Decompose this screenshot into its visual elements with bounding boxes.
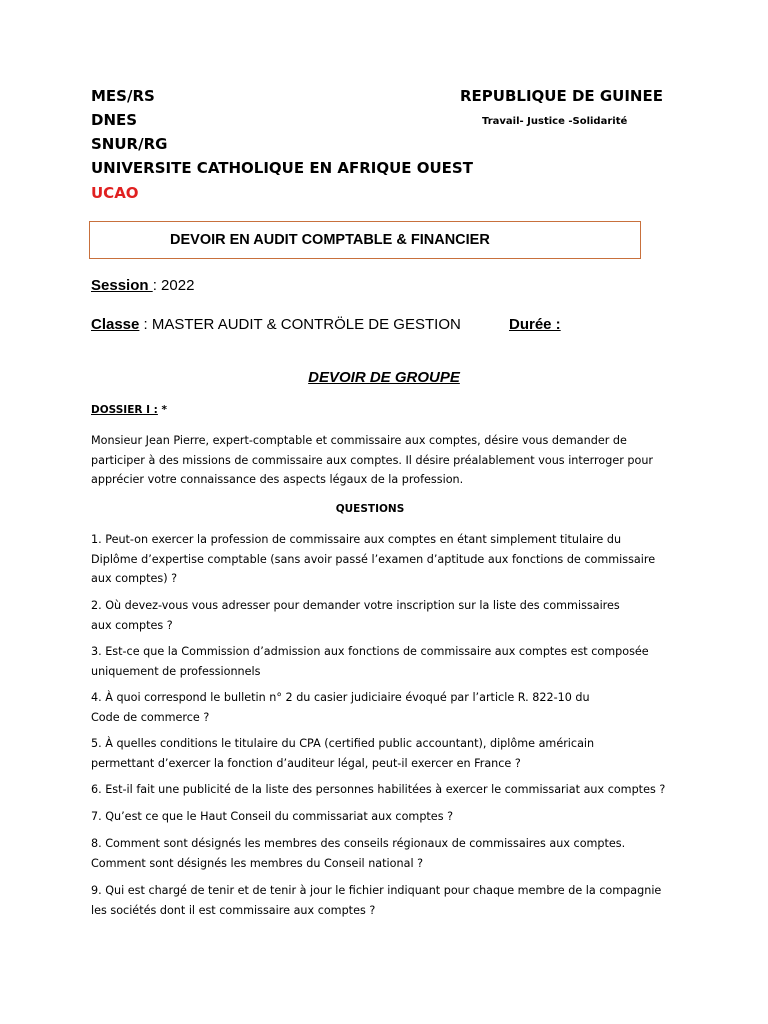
questions-heading: QUESTIONS [335, 503, 405, 515]
question-line: uniquement de professionnels [91, 664, 261, 678]
question-5 [91, 734, 594, 773]
question-line: Diplôme d’expertise comptable (sans avoir passé l’examen d’aptitude aux fonctions de commissaire [91, 552, 656, 566]
duree-label: Durée : [509, 316, 561, 333]
classe-line [91, 316, 461, 333]
header-line-mesrs: MES/RS [91, 87, 155, 105]
question-line: aux comptes) ? [91, 572, 178, 585]
question-line: 1. Peut-on exercer la profession de commissaire aux comptes en étant simplement titulaire du [91, 533, 622, 546]
header-line-snurrg: SNUR/RG [91, 135, 168, 153]
question-line: 7. Qu’est ce que le Haut Conseil du commissariat aux comptes ? [91, 810, 454, 823]
classe-label: Classe [91, 316, 140, 333]
question-line: permettant d’exercer la fonction d’auditeur légal, peut-il exercer en France ? [91, 756, 521, 770]
header-line-dnes: DNES [91, 111, 138, 129]
question-line: 6. Est-il fait une publicité de la liste des personnes habilitées à exercer le commissariat aux comptes ? [91, 783, 666, 796]
question-line: Comment sont désignés les membres du Conseil national ? [91, 856, 424, 870]
country-motto: Travail- Justice -Solidarité [482, 116, 628, 127]
question-9 [91, 881, 661, 920]
question-3 [91, 642, 649, 681]
question-line: 4. À quoi correspond le bulletin n° 2 du casier judiciaire évoqué par l’article R. 822-10 du [91, 691, 590, 704]
question-7 [91, 807, 453, 827]
country-title: REPUBLIQUE DE GUINEE [460, 87, 663, 105]
question-4 [91, 688, 590, 727]
dossier-label: DOSSIER I : [91, 404, 158, 416]
question-1 [91, 530, 655, 589]
session-line [91, 277, 194, 294]
exam-title-box [89, 221, 641, 259]
question-line: 2. Où devez-vous vous adresser pour demander votre inscription sur la liste des commissaires [91, 599, 620, 612]
dossier-mark: * [157, 404, 168, 416]
question-line: 8. Comment sont désignés les membres des conseils régionaux de commissaires aux comptes. [91, 837, 626, 850]
intro-line: Monsieur Jean Pierre, expert-comptable et commissaire aux comptes, désire vous demander de [91, 434, 627, 447]
dossier-heading [91, 404, 167, 416]
question-line: Code de commerce ? [91, 710, 210, 724]
intro-line: apprécier votre connaissance des aspects légaux de la profession. [91, 473, 464, 486]
intro-paragraph [91, 431, 691, 490]
question-line: les sociétés dont il est commissaire aux comptes ? [91, 903, 376, 917]
question-2 [91, 596, 620, 635]
session-value: : 2022 [152, 277, 195, 294]
header-line-university: UNIVERSITE CATHOLIQUE EN AFRIQUE OUEST [91, 159, 473, 177]
classe-value: : MASTER AUDIT & CONTRÖLE DE GESTION [139, 316, 461, 333]
question-line: 9. Qui est chargé de tenir et de tenir à jour le fichier indiquant pour chaque membre de la compagnie [91, 884, 662, 897]
question-line: 3. Est-ce que la Commission d’admission aux fonctions de commissaire aux comptes est composée [91, 645, 649, 658]
question-6 [91, 780, 665, 800]
header-line-ucao: UCAO [91, 184, 139, 202]
intro-line: participer à des missions de commissaire aux comptes. Il désire préalablement vous interroger pour [91, 453, 654, 467]
group-title: DEVOIR DE GROUPE [308, 369, 460, 386]
duree-line [509, 316, 561, 333]
question-8 [91, 834, 625, 873]
session-label: Session [91, 277, 153, 294]
question-line: aux comptes ? [91, 618, 173, 632]
question-line: 5. À quelles conditions le titulaire du CPA (certified public accountant), diplôme américain [91, 737, 595, 750]
exam-title: DEVOIR EN AUDIT COMPTABLE & FINANCIER [170, 232, 490, 248]
